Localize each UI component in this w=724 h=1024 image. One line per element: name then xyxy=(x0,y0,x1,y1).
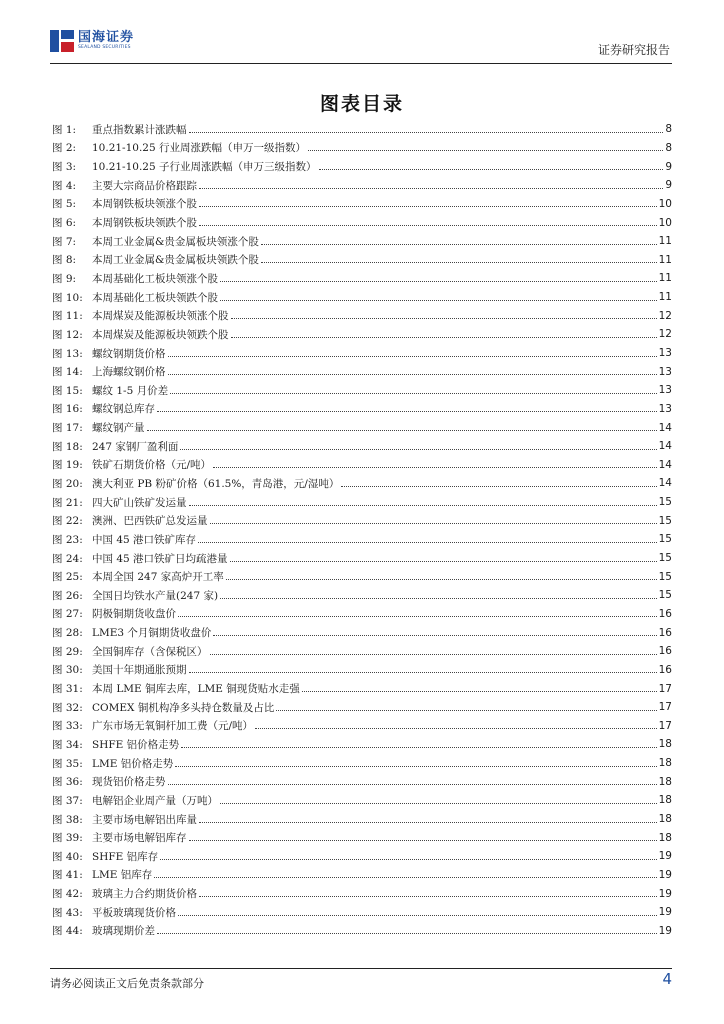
toc-page-number: 18 xyxy=(658,775,672,788)
toc-figure-title: 247 家钢厂盈利面 xyxy=(92,440,179,453)
toc-figure-label: 图 44: xyxy=(52,925,83,938)
toc-dot-leader xyxy=(178,915,657,916)
toc-figure-title: 本周基础化工板块领跌个股 xyxy=(92,291,218,304)
toc-dot-leader xyxy=(189,132,664,133)
toc-entry[interactable] xyxy=(52,735,672,754)
toc-figure-label: 图 4: xyxy=(52,179,77,192)
toc-dot-leader xyxy=(189,505,657,506)
toc-page-number: 14 xyxy=(658,458,672,471)
toc-figure-title: 阴极铜期货收盘价 xyxy=(92,608,176,621)
toc-figure-title: 广东市场无氧铜杆加工费（元/吨） xyxy=(92,720,254,733)
toc-dot-leader xyxy=(220,598,657,599)
toc-page-number: 15 xyxy=(658,552,672,565)
toc-figure-label: 图 25: xyxy=(52,571,83,584)
toc-figure-label: 图 15: xyxy=(52,384,83,397)
toc-entry[interactable] xyxy=(52,381,672,400)
toc-entry[interactable] xyxy=(52,511,672,530)
toc-dot-leader xyxy=(210,523,657,524)
toc-entry[interactable] xyxy=(52,530,672,549)
toc-page-number: 15 xyxy=(658,533,672,546)
toc-page-number: 18 xyxy=(658,831,672,844)
toc-figure-title: 重点指数累计涨跌幅 xyxy=(92,123,187,136)
toc-entry[interactable] xyxy=(52,567,672,586)
toc-page-number: 14 xyxy=(658,477,672,490)
toc-entry[interactable] xyxy=(52,866,672,885)
toc-entry[interactable] xyxy=(52,754,672,773)
toc-figure-title: 中国 45 港口铁矿库存 xyxy=(92,533,197,546)
toc-figure-label: 图 11: xyxy=(52,310,83,323)
toc-dot-leader xyxy=(147,430,657,431)
toc-dot-leader xyxy=(230,561,657,562)
toc-figure-label: 图 3: xyxy=(52,161,77,174)
toc-figure-title: SHFE 铝库存 xyxy=(92,850,159,863)
toc-figure-title: LME3 个月铜期货收盘价 xyxy=(92,627,212,640)
toc-figure-title: 本周基础化工板块领涨个股 xyxy=(92,272,218,285)
toc-dot-leader xyxy=(302,691,657,692)
toc-dot-leader xyxy=(175,766,656,767)
toc-figure-title: 澳洲、巴西铁矿总发运量 xyxy=(92,515,208,528)
toc-page-number: 15 xyxy=(658,514,672,527)
toc-figure-label: 图 16: xyxy=(52,403,83,416)
toc-dot-leader xyxy=(276,710,656,711)
toc-dot-leader xyxy=(226,579,657,580)
toc-page-number: 16 xyxy=(658,663,672,676)
toc-entry[interactable] xyxy=(52,642,672,661)
toc-page-number: 8 xyxy=(665,141,672,154)
toc-figure-label: 图 34: xyxy=(52,738,83,751)
toc-figure-label: 图 37: xyxy=(52,794,83,807)
toc-dot-leader xyxy=(220,803,657,804)
toc-figure-title: 本周煤炭及能源板块领跌个股 xyxy=(92,328,229,341)
toc-figure-label: 图 14: xyxy=(52,366,83,379)
toc-figure-label: 图 21: xyxy=(52,496,83,509)
header-divider xyxy=(50,63,672,64)
toc-entry[interactable] xyxy=(52,362,672,381)
toc-figure-title: 平板玻璃现货价格 xyxy=(92,906,176,919)
toc-figure-label: 图 22: xyxy=(52,515,83,528)
toc-dot-leader xyxy=(213,635,656,636)
toc-entry[interactable] xyxy=(52,269,672,288)
toc-figure-label: 图 1: xyxy=(52,123,77,136)
toc-page-number: 11 xyxy=(658,235,672,248)
toc-entry[interactable] xyxy=(52,586,672,605)
toc-figure-title: LME 铝库存 xyxy=(92,869,153,882)
logo-name-cn: 国海证券 xyxy=(78,30,135,46)
toc-figure-title: 本周钢铁板块领跌个股 xyxy=(92,217,197,230)
toc-page-number: 13 xyxy=(658,347,672,359)
toc-dot-leader xyxy=(199,896,657,897)
toc-figure-label: 图 5: xyxy=(52,198,77,211)
toc-entry[interactable] xyxy=(52,250,672,269)
toc-dot-leader xyxy=(178,616,657,617)
toc-figure-title: 主要市场电解铝库存 xyxy=(92,832,187,845)
toc-dot-leader xyxy=(168,356,657,357)
toc-dot-leader xyxy=(170,393,657,394)
toc-dot-leader xyxy=(199,206,657,207)
toc-page-number: 11 xyxy=(658,291,672,304)
toc-page-number: 9 xyxy=(665,160,672,173)
toc-dot-leader xyxy=(213,467,657,468)
toc-page-number: 15 xyxy=(658,570,672,583)
toc-entry[interactable] xyxy=(52,344,672,363)
toc-page-number: 14 xyxy=(658,440,672,453)
toc-figure-label: 图 26: xyxy=(52,589,83,602)
footer-divider xyxy=(50,968,672,969)
toc-entry[interactable] xyxy=(52,232,672,251)
toc-entry[interactable] xyxy=(52,605,672,624)
toc-entry[interactable] xyxy=(52,213,672,232)
toc-entry[interactable] xyxy=(52,306,672,325)
toc-entry[interactable] xyxy=(52,903,672,922)
toc-entry[interactable] xyxy=(52,717,672,736)
toc-page-number: 18 xyxy=(658,813,672,826)
toc-dot-leader xyxy=(220,300,657,301)
toc-dot-leader xyxy=(261,262,657,263)
toc-entry[interactable] xyxy=(52,400,672,419)
toc-figure-label: 图 32: xyxy=(52,701,83,714)
toc-dot-leader xyxy=(198,542,657,543)
toc-figure-label: 图 39: xyxy=(52,832,83,845)
toc-dot-leader xyxy=(255,728,657,729)
toc-entry[interactable] xyxy=(52,698,672,717)
report-type-label: 证券研究报告 xyxy=(597,43,670,57)
toc-figure-title: 中国 45 港口铁矿日均疏港量 xyxy=(92,552,228,565)
toc-page-number: 18 xyxy=(658,738,672,751)
toc-page-number: 16 xyxy=(658,607,672,620)
toc-entry[interactable] xyxy=(52,325,672,344)
toc-entry[interactable] xyxy=(52,549,672,568)
toc-entry[interactable] xyxy=(52,791,672,810)
toc-page-number: 10 xyxy=(658,197,672,210)
toc-page-number: 16 xyxy=(658,626,672,639)
toc-dot-leader xyxy=(319,169,664,170)
toc-figure-label: 图 30: xyxy=(52,664,83,677)
logo-name-en: SEALAND SECURITIES xyxy=(78,45,131,51)
toc-figure-label: 图 23: xyxy=(52,533,83,546)
toc-figure-title: SHFE 铝价格走势 xyxy=(92,738,180,751)
toc-dot-leader xyxy=(180,449,656,450)
toc-figure-label: 图 33: xyxy=(52,720,83,733)
toc-figure-label: 图 35: xyxy=(52,757,83,770)
toc-page-number: 10 xyxy=(658,216,672,229)
toc-dot-leader xyxy=(157,411,657,412)
toc-figure-label: 图 20: xyxy=(52,477,83,490)
toc-figure-title: 本周 LME 铜库去库，LME 铜现货贴水走强 xyxy=(92,683,300,696)
toc-page-number: 19 xyxy=(658,850,672,863)
toc-figure-title: 全国日均铁水产量(247 家) xyxy=(92,589,219,602)
toc-figure-title: 主要大宗商品价格跟踪 xyxy=(92,179,197,192)
toc-figure-title: 玻璃现期价差 xyxy=(92,925,155,938)
toc-figure-title: 美国十年期通胀预期 xyxy=(92,664,187,677)
toc-figure-title: 澳大利亚 PB 粉矿价格（61.5%，青岛港，元/湿吨） xyxy=(92,477,340,490)
toc-figure-label: 图 42: xyxy=(52,888,83,901)
toc-figure-label: 图 38: xyxy=(52,813,83,826)
page-title: 图表目录 xyxy=(319,93,404,115)
toc-figure-label: 图 29: xyxy=(52,645,83,658)
toc-page-number: 11 xyxy=(658,253,672,266)
toc-figure-title: 本周工业金属&贵金属板块领跌个股 xyxy=(92,254,259,267)
toc-entry[interactable] xyxy=(52,922,672,941)
toc-figure-title: 螺纹 1-5 月价差 xyxy=(92,384,169,397)
toc-entry[interactable] xyxy=(52,474,672,493)
toc-page-number: 18 xyxy=(658,757,672,770)
toc-figure-title: 本周工业金属&贵金属板块领涨个股 xyxy=(92,235,259,248)
toc-figure-title: 本周钢铁板块领涨个股 xyxy=(92,198,197,211)
toc-page-number: 17 xyxy=(658,701,672,714)
toc-dot-leader xyxy=(160,859,656,860)
toc-entry[interactable] xyxy=(52,810,672,829)
toc-page-number: 17 xyxy=(658,719,672,732)
toc-figure-title: 电解铝企业周产量（万吨） xyxy=(92,794,218,807)
logo-mark-icon xyxy=(50,30,74,52)
page-number: 4 xyxy=(662,970,672,988)
figure-list xyxy=(52,120,672,940)
toc-entry[interactable] xyxy=(52,661,672,680)
toc-page-number: 12 xyxy=(658,309,672,322)
toc-entry[interactable] xyxy=(52,493,672,512)
toc-entry[interactable] xyxy=(52,176,672,195)
toc-figure-title: 现货铝价格走势 xyxy=(92,776,166,789)
toc-page-number: 12 xyxy=(658,328,672,341)
toc-figure-title: 螺纹钢总库存 xyxy=(92,403,155,416)
disclaimer-note: 请务必阅读正文后免责条款部分 xyxy=(50,977,204,990)
toc-figure-label: 图 6: xyxy=(52,217,77,230)
toc-page-number: 9 xyxy=(665,179,672,192)
toc-figure-label: 图 7: xyxy=(52,235,77,248)
toc-figure-label: 图 41: xyxy=(52,869,83,882)
toc-page-number: 19 xyxy=(658,887,672,900)
toc-page-number: 19 xyxy=(658,924,672,937)
toc-figure-label: 图 13: xyxy=(52,347,83,360)
toc-figure-label: 图 31: xyxy=(52,683,83,696)
toc-entry[interactable] xyxy=(52,139,672,158)
toc-page-number: 19 xyxy=(658,906,672,919)
toc-page-number: 17 xyxy=(658,682,672,695)
toc-entry[interactable] xyxy=(52,437,672,456)
toc-entry[interactable] xyxy=(52,772,672,791)
toc-page-number: 13 xyxy=(658,384,672,397)
toc-entry[interactable] xyxy=(52,456,672,475)
toc-figure-title: 主要市场电解铝出库量 xyxy=(92,813,197,826)
company-logo xyxy=(50,30,134,52)
toc-figure-title: LME 铝价格走势 xyxy=(92,757,174,770)
toc-dot-leader xyxy=(261,244,657,245)
toc-figure-label: 图 24: xyxy=(52,552,83,565)
toc-entry[interactable] xyxy=(52,195,672,214)
toc-entry[interactable] xyxy=(52,120,672,139)
toc-figure-label: 图 9: xyxy=(52,272,77,285)
toc-figure-label: 图 28: xyxy=(52,627,83,640)
toc-dot-leader xyxy=(157,933,657,934)
toc-page-number: 11 xyxy=(658,272,672,285)
toc-figure-title: 全国铜库存（含保税区） xyxy=(92,645,208,658)
toc-figure-label: 图 18: xyxy=(52,440,83,453)
toc-entry[interactable] xyxy=(52,679,672,698)
toc-dot-leader xyxy=(199,188,663,189)
toc-figure-title: 铁矿石期货价格（元/吨） xyxy=(92,459,212,472)
toc-dot-leader xyxy=(189,672,657,673)
toc-entry[interactable] xyxy=(52,288,672,307)
toc-entry[interactable] xyxy=(52,828,672,847)
toc-figure-title: 本周全国 247 家高炉开工率 xyxy=(92,571,224,584)
toc-figure-title: 螺纹钢产量 xyxy=(92,422,145,435)
toc-figure-title: 玻璃主力合约期货价格 xyxy=(92,888,197,901)
toc-figure-title: 10.21-10.25 行业周涨跌幅（申万一级指数） xyxy=(92,142,307,155)
toc-dot-leader xyxy=(231,318,657,319)
toc-figure-title: 10.21-10.25 子行业周涨跌幅（申万三级指数） xyxy=(92,161,317,174)
toc-dot-leader xyxy=(199,225,657,226)
toc-dot-leader xyxy=(189,840,657,841)
toc-page-number: 15 xyxy=(658,589,672,602)
toc-page-number: 15 xyxy=(658,496,672,509)
toc-page-number: 13 xyxy=(658,402,672,415)
toc-dot-leader xyxy=(181,747,656,748)
toc-entry[interactable] xyxy=(52,157,672,176)
toc-dot-leader xyxy=(341,486,656,487)
toc-dot-leader xyxy=(308,150,663,151)
toc-figure-label: 图 12: xyxy=(52,328,83,341)
toc-dot-leader xyxy=(220,281,657,282)
toc-dot-leader xyxy=(210,654,657,655)
toc-page-number: 18 xyxy=(658,794,672,807)
logo-text xyxy=(78,31,134,51)
toc-figure-label: 图 27: xyxy=(52,608,83,621)
toc-figure-label: 图 2: xyxy=(52,142,77,155)
toc-page-number: 19 xyxy=(658,868,672,881)
toc-figure-label: 图 40: xyxy=(52,850,83,863)
toc-figure-title: COMEX 铜机构净多头持仓数量及占比 xyxy=(92,701,275,714)
toc-figure-title: 螺纹钢期货价格 xyxy=(92,347,166,360)
toc-page-number: 8 xyxy=(665,123,672,136)
page-header xyxy=(50,26,672,66)
toc-entry[interactable] xyxy=(52,623,672,642)
toc-dot-leader xyxy=(231,337,657,338)
toc-dot-leader xyxy=(168,374,657,375)
toc-entry[interactable] xyxy=(52,847,672,866)
toc-figure-title: 四大矿山铁矿发运量 xyxy=(92,496,187,509)
toc-entry[interactable] xyxy=(52,418,672,437)
toc-figure-title: 上海螺纹钢价格 xyxy=(92,366,166,379)
toc-dot-leader xyxy=(168,784,657,785)
toc-figure-label: 图 17: xyxy=(52,422,83,435)
toc-entry[interactable] xyxy=(52,884,672,903)
toc-figure-label: 图 8: xyxy=(52,254,77,267)
toc-figure-label: 图 10: xyxy=(52,291,83,304)
toc-figure-label: 图 36: xyxy=(52,776,83,789)
toc-page-number: 13 xyxy=(658,365,672,378)
toc-page-number: 14 xyxy=(658,421,672,434)
toc-figure-label: 图 43: xyxy=(52,906,83,919)
toc-figure-label: 图 19: xyxy=(52,459,83,472)
toc-dot-leader xyxy=(154,877,656,878)
toc-page-number: 16 xyxy=(658,645,672,658)
toc-figure-title: 本周煤炭及能源板块领涨个股 xyxy=(92,310,229,323)
toc-dot-leader xyxy=(199,822,657,823)
